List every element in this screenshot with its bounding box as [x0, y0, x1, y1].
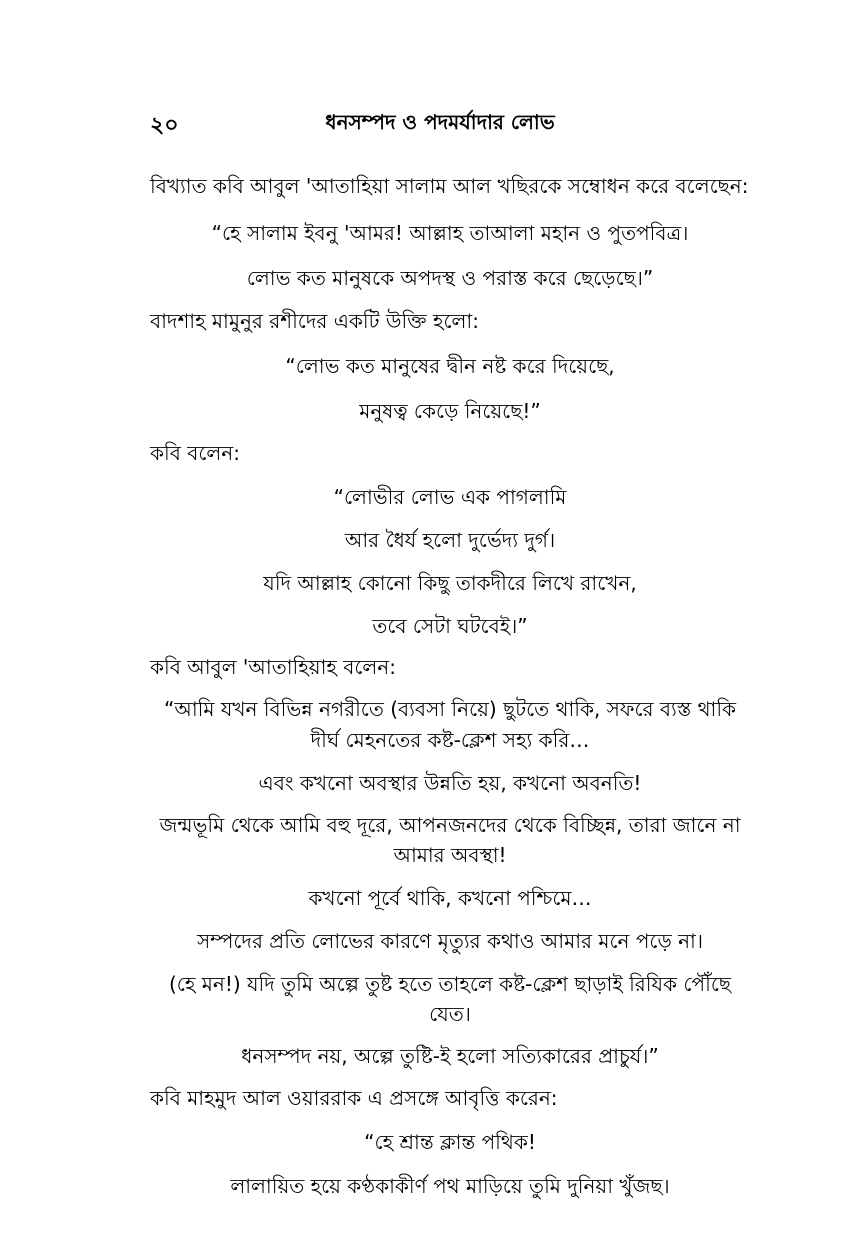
prose-line: বাদশাহ মামুনুর রশীদের একটি উক্তি হলো:: [150, 309, 479, 333]
prose-line: কবি বলেন:: [150, 441, 240, 465]
verse-line: (হে মন!) যদি তুমি অল্পে তুষ্ট হতে তাহলে কষ্ট-ক্লেশ ছাড়াই রিযিক পৌঁছে: [169, 972, 731, 996]
verse-line: কখনো পূর্বে থাকি, কখনো পশ্চিমে…: [308, 886, 592, 910]
verse-line: লালায়িত হয়ে কণ্ঠকাকীর্ণ পথ মাড়িয়ে তুমি দুনিয়া খুঁজছ।: [230, 1174, 670, 1198]
prose-line: কবি আবুল 'আতাহিয়াহ বলেন:: [150, 655, 396, 679]
verse-line: “আমি যখন বিভিন্ন নগরীতে (ব্যবসা নিয়ে) ছুটতে থাকি, সফরে ব্যস্ত থাকি: [163, 697, 737, 721]
verse-line: যদি আল্লাহ কোনো কিছু তাকদীরে লিখে রাখেন,: [263, 571, 637, 595]
verse-line: যেত।: [429, 1002, 471, 1026]
page-number: ২০: [150, 113, 179, 138]
running-title: ধনসম্পদ ও পদমর্যাদার লোভ: [325, 110, 555, 134]
verse-line: “লোভ কত মানুষের দ্বীন নষ্ট করে দিয়েছে,: [285, 354, 615, 378]
verse-line: জন্মভূমি থেকে আমি বহু দূরে, আপনজনদের থেকে বিচ্ছিন্ন, তারা জানে না: [159, 813, 741, 837]
verse-line: সম্পদের প্রতি লোভের কারণে মৃত্যুর কথাও আমার মনে পড়ে না।: [197, 929, 703, 953]
verse-line: “হে সালাম ইবনু 'আমর! আল্লাহ তাআলা মহান ও পুতপবিত্র।: [211, 221, 689, 245]
verse-line: আমার অবস্থা!: [393, 843, 507, 867]
verse-line: দীর্ঘ মেহনতের কষ্ট-ক্লেশ সহ্য করি…: [310, 728, 590, 752]
verse-line: ধনসম্পদ নয়, অল্পে তুষ্টি-ই হলো সত্যিকারের প্রাচুর্য।”: [241, 1044, 659, 1068]
page-header: [150, 108, 730, 140]
verse-line: এবং কখনো অবস্থার উন্নতি হয়, কখনো অবনতি!: [258, 771, 642, 795]
prose-line: বিখ্যাত কবি আবুল 'আতাহিয়া সালাম আল খছিরকে সম্বোধন করে বলেছেন:: [150, 174, 749, 198]
verse-line: “হে শ্রান্ত ক্লান্ত পথিক!: [364, 1130, 536, 1154]
verse-line: “লোভীর লোভ এক পাগলামি: [333, 485, 567, 509]
prose-line: কবি মাহমুদ আল ওয়াররাক এ প্রসঙ্গে আবৃত্তি করেন:: [150, 1086, 558, 1110]
verse-line: মনুষত্ব কেড়ে নিয়েছে!”: [359, 399, 541, 423]
verse-line: আর ধৈর্য হলো দুর্ভেদ্য দুর্গ।: [344, 528, 556, 552]
verse-line: লোভ কত মানুষকে অপদস্থ ও পরাস্ত করে ছেড়েছে।”: [246, 266, 654, 290]
verse-line: তবে সেটা ঘটবেই।”: [372, 614, 528, 638]
